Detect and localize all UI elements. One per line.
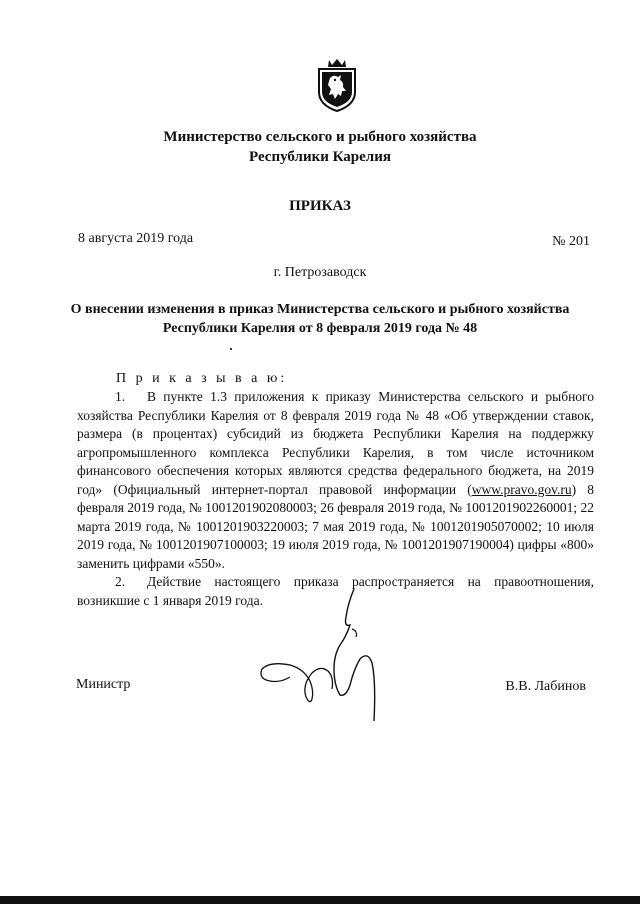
karelia-coat-of-arms-icon — [316, 58, 358, 112]
minister-name: В.В. Лабинов — [505, 679, 586, 694]
order-keyword: П р и к а з ы в а ю: — [116, 371, 288, 386]
document-date: 8 августа 2019 года — [78, 231, 194, 246]
order-body — [77, 388, 594, 610]
scan-bottom-edge — [0, 896, 640, 904]
document-subject — [40, 300, 600, 338]
paragraph-1 — [77, 388, 594, 573]
subject-line1: О внесении изменения в приказ Министерства сельского и рыбного хозяйства — [70, 302, 570, 317]
paragraph-1-number: 1. — [115, 389, 126, 404]
handwritten-signature — [250, 585, 390, 725]
paragraph-1-text-a: В пункте 1.3 приложения к приказу Министерства сельского и рыбного хозяйства Республики Карелия от 8 февраля 2019 года № 48 «Об утверждении ставок, размера (в процентах) субсидий из бюджета Республики Карелия на поддержку агропромышленного комплекса Республики Карелия, в том числе источником финансового обеспечения которых являются средства федерального бюджета, на 2019 год» (Официальный интернет-портал правовой информации ( — [77, 389, 594, 497]
stray-mark — [230, 348, 232, 350]
document-number: № 201 — [552, 234, 590, 249]
pravo-gov-link[interactable]: www.pravo.gov.ru — [471, 481, 572, 497]
document-city: г. Петрозаводск — [273, 265, 367, 280]
paragraph-2-text: Действие настоящего приказа распространяется на правоотношения, возникшие с 1 января 2019 года. — [77, 574, 594, 608]
paragraph-1-text-b: ) 8 февраля 2019 года, № 1001201902080003; 26 февраля 2019 года, № 1001201902260001; 22 марта 2019 года, № 1001201903220003; 7 мая 2019 года, № 1001201905070002; 10 июля 2019 года, № 1001201907100003; 19 июля 2019 года, № 1001201907190004) цифры «800» заменить цифрами «550». — [77, 481, 594, 571]
document-type-title: ПРИКАЗ — [289, 198, 351, 214]
ministry-header — [0, 127, 640, 167]
ministry-name-line2: Республики Карелия — [249, 149, 391, 165]
ministry-name-line1: Министерство сельского и рыбного хозяйства — [163, 129, 477, 145]
paragraph-2-number: 2. — [115, 574, 126, 589]
minister-title: Министр — [76, 677, 131, 692]
subject-line2: Республики Карелия от 8 февраля 2019 года № 48 — [162, 321, 478, 336]
